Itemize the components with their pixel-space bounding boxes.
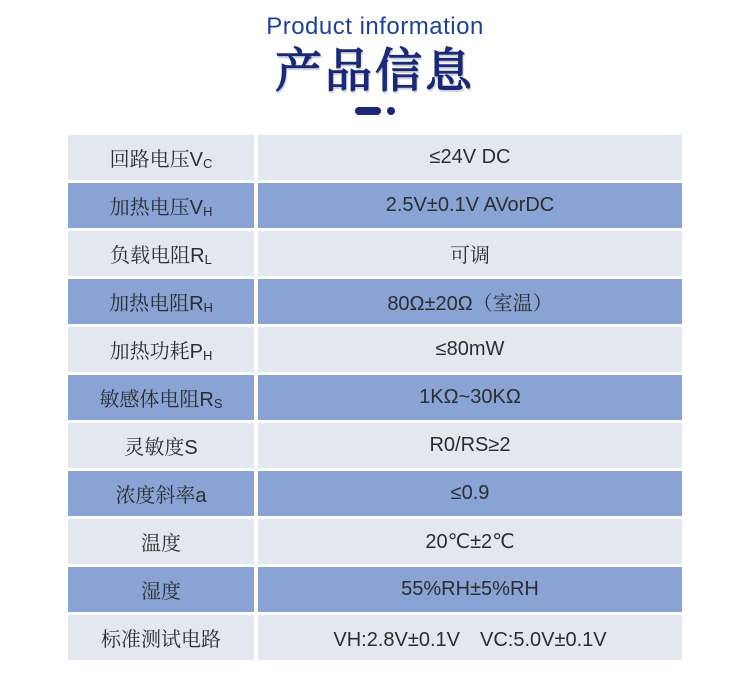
table-row xyxy=(68,279,682,324)
table-row xyxy=(68,183,682,228)
spec-table xyxy=(68,135,682,660)
row-label xyxy=(68,615,254,660)
row-label-text: 敏感体电阻R xyxy=(99,388,214,411)
row-label xyxy=(68,327,254,372)
row-value-text: 20℃±2℃ xyxy=(425,530,515,553)
row-label-text: 温度 xyxy=(141,532,181,555)
row-label xyxy=(68,471,254,516)
row-value-text: ≤24V DC xyxy=(429,145,511,168)
row-label xyxy=(68,231,254,276)
table-row xyxy=(68,375,682,420)
table-row xyxy=(68,327,682,372)
table-row xyxy=(68,231,682,276)
row-value xyxy=(258,423,682,468)
row-label-text: 湿度 xyxy=(141,580,181,603)
row-label-subscript: L xyxy=(204,251,212,267)
row-label xyxy=(68,279,254,324)
row-value xyxy=(258,567,682,612)
row-value xyxy=(258,471,682,516)
row-value-text: VH:2.8V±0.1V VC:5.0V±0.1V xyxy=(333,628,607,651)
row-label xyxy=(68,183,254,228)
row-value-text: 80Ω±20Ω（室温） xyxy=(387,292,553,315)
row-label-subscript: H xyxy=(202,203,213,219)
row-value xyxy=(258,231,682,276)
table-row xyxy=(68,519,682,564)
page-title: 产品信息 xyxy=(275,44,475,97)
row-label-text: 回路电压V xyxy=(109,148,203,171)
row-value xyxy=(258,279,682,324)
page-subtitle: Product information xyxy=(266,13,484,40)
row-label xyxy=(68,135,254,180)
row-label-subscript: C xyxy=(202,155,213,171)
table-row xyxy=(68,567,682,612)
row-value xyxy=(258,135,682,180)
row-value-text: 55%RH±5%RH xyxy=(401,577,539,600)
title-underline-dot xyxy=(387,107,395,115)
table-row xyxy=(68,471,682,516)
row-value xyxy=(258,375,682,420)
title-underline-dash xyxy=(355,107,381,115)
row-value-text: R0/RS≥2 xyxy=(429,433,511,456)
row-value xyxy=(258,519,682,564)
row-label-subscript: H xyxy=(202,347,213,363)
row-label-text: 浓度斜率a xyxy=(115,484,207,507)
row-label xyxy=(68,519,254,564)
row-value-text: ≤0.9 xyxy=(450,481,490,504)
row-value xyxy=(258,183,682,228)
row-label xyxy=(68,423,254,468)
row-value-text: ≤80mW xyxy=(435,337,505,360)
row-value-text: 2.5V±0.1V AVorDC xyxy=(385,193,555,216)
row-label-text: 加热电阻R xyxy=(109,292,204,315)
row-label-text: 加热电压V xyxy=(109,196,203,219)
row-value-text: 1KΩ~30KΩ xyxy=(419,385,521,408)
row-label-subscript: H xyxy=(203,299,213,315)
row-label-subscript: S xyxy=(213,395,223,411)
row-label xyxy=(68,375,254,420)
title-underline xyxy=(0,106,750,116)
row-label-text: 加热功耗P xyxy=(109,340,203,363)
row-label-text: 标准测试电路 xyxy=(101,628,221,651)
row-value xyxy=(258,327,682,372)
table-row xyxy=(68,615,682,660)
table-row xyxy=(68,423,682,468)
row-value-text: 可调 xyxy=(450,244,490,267)
row-label xyxy=(68,567,254,612)
row-value xyxy=(258,615,682,660)
row-label-text: 灵敏度S xyxy=(124,436,198,459)
row-label-text: 负载电阻R xyxy=(110,244,205,267)
table-row xyxy=(68,135,682,180)
